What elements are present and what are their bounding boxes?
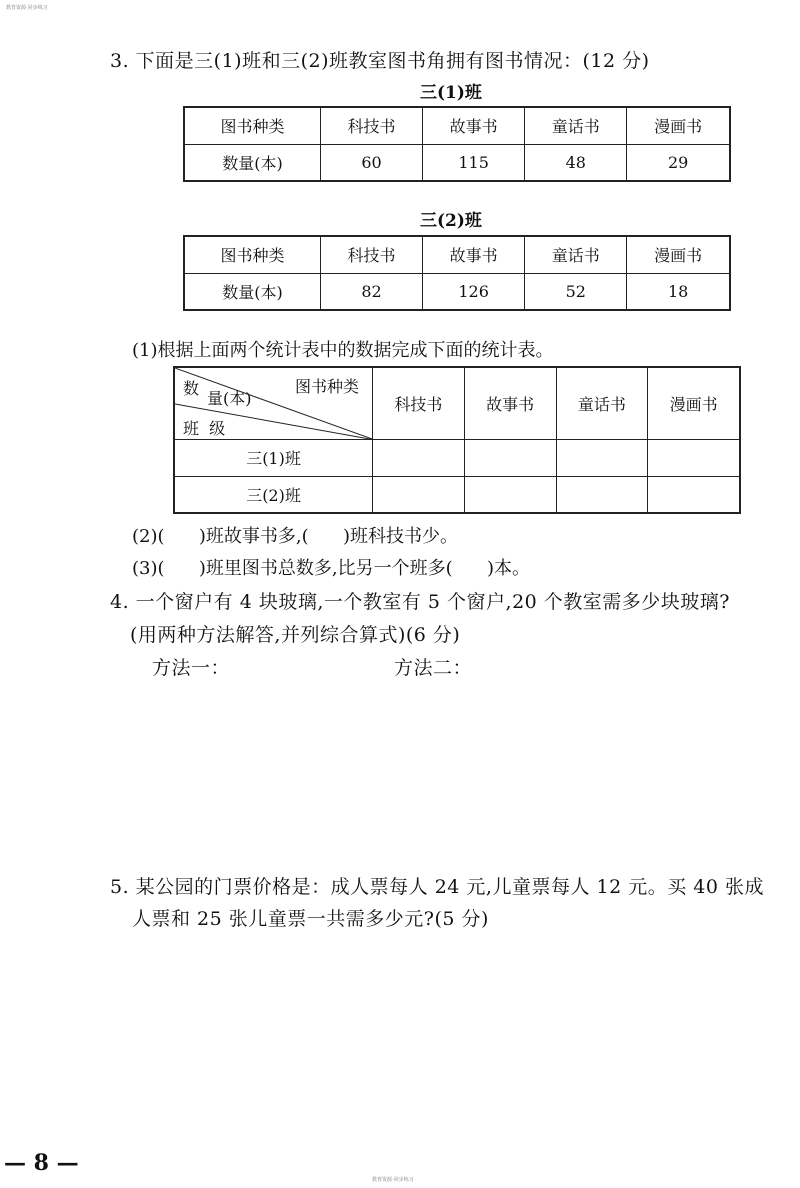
table1-row-label: 数量(本) — [184, 144, 320, 181]
table-class2 — [183, 235, 731, 311]
table3-row-class1: 三(1)班 — [174, 439, 373, 476]
table3-blank-cell[interactable] — [556, 476, 648, 513]
table3-header-science: 科技书 — [373, 367, 465, 439]
q4-method1: 方法一： — [152, 657, 231, 679]
table2-header-science: 科技书 — [320, 236, 422, 273]
footer-small-note: 教育资源·同步练习 — [372, 1177, 414, 1183]
q4-line1: 4. 一个窗户有 4 块玻璃,一个教室有 5 个窗户,20 个教室需多少块玻璃? — [110, 591, 730, 613]
table1-caption: 三(1)班 — [420, 83, 482, 103]
table2-row-label: 数量(本) — [184, 273, 320, 310]
table2-header-category: 图书种类 — [184, 236, 320, 273]
table3-blank-cell[interactable] — [556, 439, 648, 476]
table1-header-category: 图书种类 — [184, 107, 320, 144]
q3-sub1: (1)根据上面两个统计表中的数据完成下面的统计表。 — [132, 340, 554, 361]
q3-title: 3. 下面是三(1)班和三(2)班教室图书角拥有图书情况：(12 分) — [110, 50, 650, 72]
table2-cell-science: 82 — [320, 273, 422, 310]
table1-header-story: 故事书 — [423, 107, 525, 144]
table3-corner-mid-b: 量(本) — [207, 389, 252, 408]
table3-corner-top-right: 图书种类 — [295, 377, 360, 396]
table3-blank-cell[interactable] — [648, 439, 740, 476]
table1-header-science: 科技书 — [320, 107, 422, 144]
table2-caption: 三(2)班 — [420, 211, 482, 231]
q5-line1: 5. 某公园的门票价格是：成人票每人 24 元,儿童票每人 12 元。买 40 张成 — [110, 876, 764, 898]
page-number: — 8 — — [4, 1150, 79, 1176]
table3-blank-cell[interactable] — [373, 476, 465, 513]
table3-corner-cell — [174, 367, 373, 439]
table1-cell-fairy: 48 — [525, 144, 627, 181]
table3-corner-mid-a: 数 — [183, 379, 200, 398]
table2-header-comic: 漫画书 — [627, 236, 730, 273]
table1-cell-comic: 29 — [627, 144, 730, 181]
table1-cell-story: 115 — [423, 144, 525, 181]
q4-method2: 方法二： — [394, 657, 473, 679]
table3-header-comic: 漫画书 — [648, 367, 740, 439]
table2-cell-fairy: 52 — [525, 273, 627, 310]
table-class1 — [183, 106, 731, 182]
q4-line2: (用两种方法解答,并列综合算式)(6 分) — [130, 624, 461, 646]
table2-cell-story: 126 — [423, 273, 525, 310]
table3-header-fairy: 童话书 — [556, 367, 648, 439]
table3-blank-cell[interactable] — [464, 476, 556, 513]
table3-blank-cell[interactable] — [648, 476, 740, 513]
table-summary — [173, 366, 741, 514]
table3-header-story: 故事书 — [464, 367, 556, 439]
table2-header-fairy: 童话书 — [525, 236, 627, 273]
table1-header-comic: 漫画书 — [627, 107, 730, 144]
header-note: 教育资源·同步练习 — [6, 5, 48, 11]
table1-header-fairy: 童话书 — [525, 107, 627, 144]
table2-header-story: 故事书 — [423, 236, 525, 273]
q5-line2: 人票和 25 张儿童票一共需多少元?(5 分) — [132, 908, 489, 930]
q3-sub2: (2)( )班故事书多,( )班科技书少。 — [132, 526, 458, 547]
table3-blank-cell[interactable] — [464, 439, 556, 476]
table2-cell-comic: 18 — [627, 273, 730, 310]
table3-blank-cell[interactable] — [373, 439, 465, 476]
table3-row-class2: 三(2)班 — [174, 476, 373, 513]
table3-corner-bottom-left: 班 级 — [183, 419, 226, 438]
table1-cell-science: 60 — [320, 144, 422, 181]
q3-sub3: (3)( )班里图书总数多,比另一个班多( )本。 — [132, 558, 530, 579]
